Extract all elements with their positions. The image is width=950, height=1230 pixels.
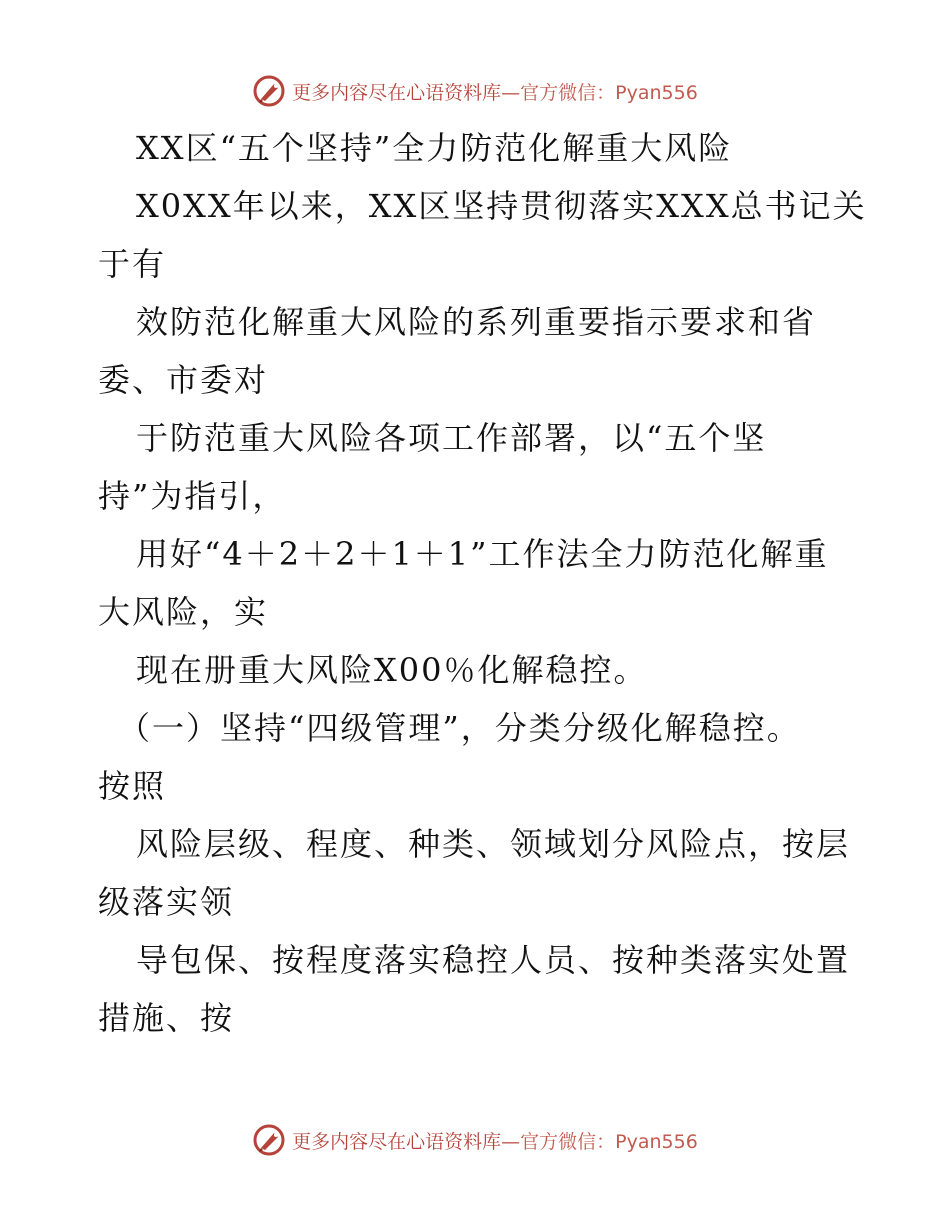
watermark-text: [292, 78, 698, 105]
section-heading: （一）坚持“四级管理”，分类分级化解稳控。: [118, 709, 801, 747]
document-title: XX区“五个坚持”全力防范化解重大风险: [136, 129, 733, 167]
watermark-text: [292, 1127, 698, 1154]
paragraph-line: 于防范重大风险各项工作部署，以“五个坚: [136, 419, 767, 457]
watermark-tail: —官方微信：Pyan556: [501, 81, 698, 104]
paragraph-line: 持”为指引，: [98, 477, 287, 515]
paragraph-line: 按照: [98, 767, 167, 805]
paragraph-line: 措施、按: [98, 999, 235, 1037]
watermark-tail: —官方微信：Pyan556: [501, 1130, 698, 1153]
watermark-main: 更多内容尽在心语资料库: [292, 81, 502, 104]
paragraph-line: 用好“4＋2＋2＋1＋1”工作法全力防范化解重: [136, 535, 829, 573]
paragraph-line: 级落实领: [98, 883, 235, 921]
footer-watermark: [0, 1120, 950, 1160]
paragraph-line: 委、市委对: [98, 361, 269, 399]
paragraph-line: 风险层级、程度、种类、领域划分风险点，按层: [136, 825, 851, 863]
paragraph-line: 效防范化解重大风险的系列重要指示要求和省: [136, 303, 817, 341]
pen-logo-icon: [252, 74, 286, 108]
watermark-main: 更多内容尽在心语资料库: [292, 1130, 502, 1153]
header-watermark: [0, 71, 950, 111]
pen-logo-icon: [252, 1123, 286, 1157]
paragraph-line: 于有: [98, 245, 167, 283]
paragraph-line: 大风险，实: [98, 593, 269, 631]
paragraph-line: X0XX年以来，XX区坚持贯彻落实XXX总书记关: [136, 187, 867, 225]
paragraph-line: 导包保、按程度落实稳控人员、按种类落实处置: [136, 941, 851, 979]
paragraph-line: 现在册重大风险X00％化解稳控。: [136, 651, 648, 689]
